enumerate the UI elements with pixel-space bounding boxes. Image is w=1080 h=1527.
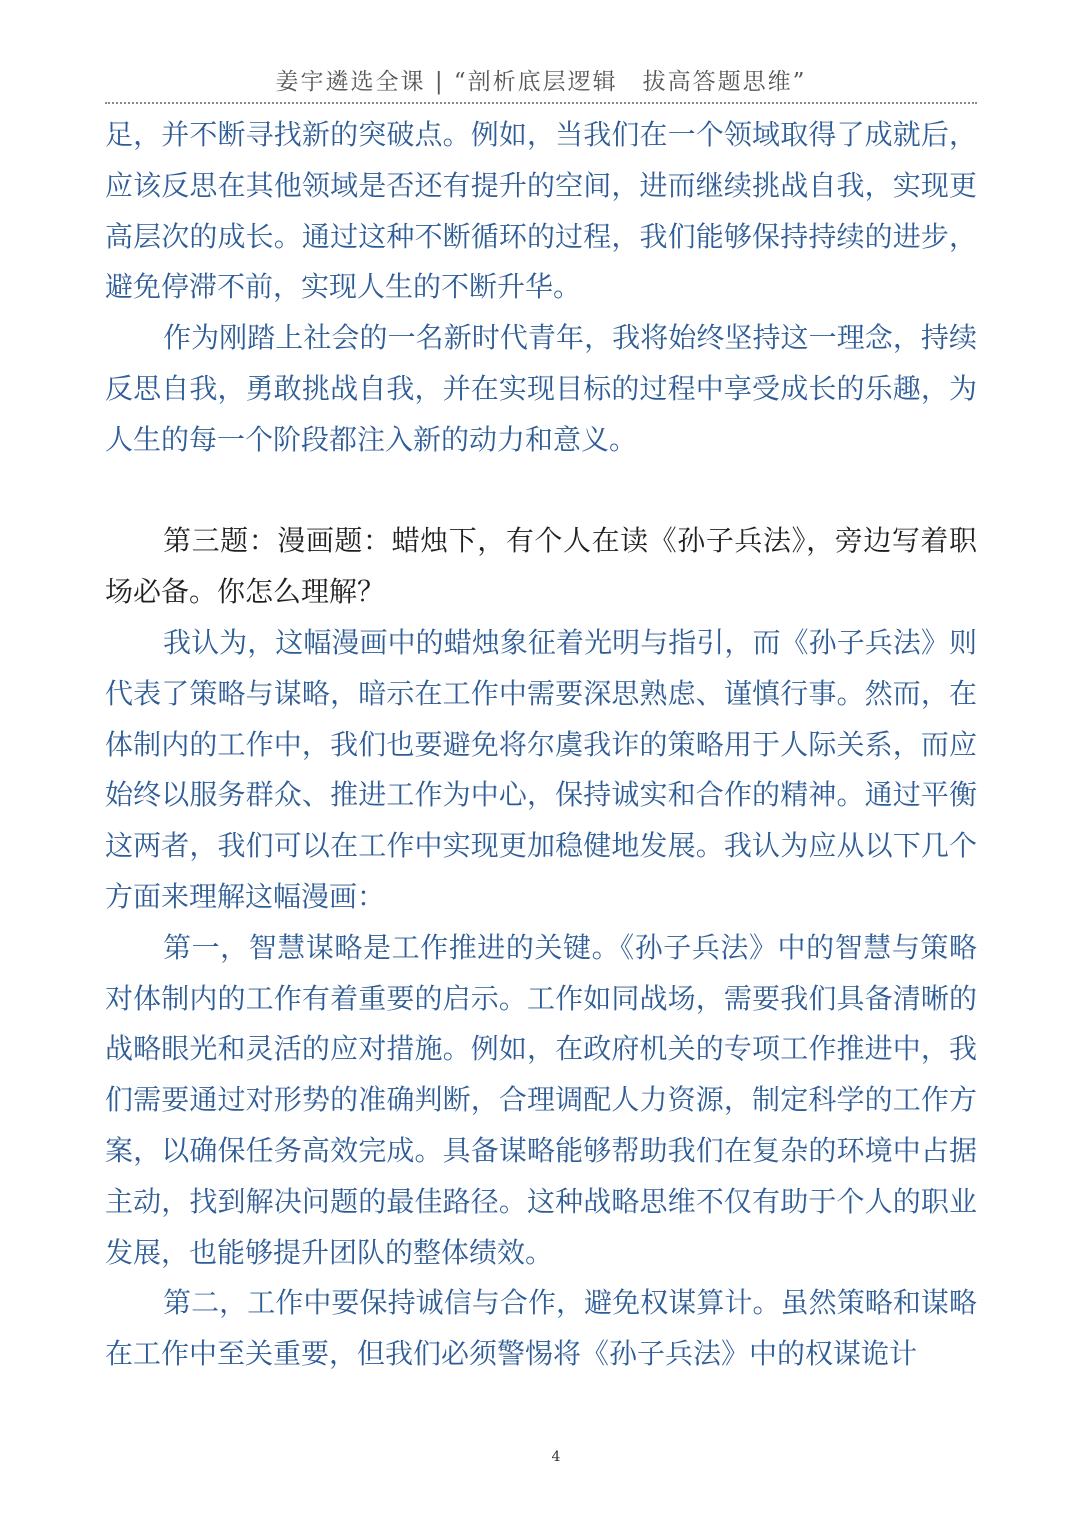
paragraph-conclusion: 作为刚踏上社会的一名新时代青年，我将始终坚持这一理念，持续反思自我，勇敢挑战自我，并在实现目标的过程中享受成长的乐趣，为人生的每一个阶段都注入新的动力和意义。 [105,321,977,456]
answer-point-two: 第二，工作中要保持诚信与合作，避免权谋算计。虽然策略和谋略在工作中至关重要，但我们必须警惕将《孙子兵法》中的权谋诡计 [105,1286,977,1371]
document-body [105,110,977,1380]
question-three: 第三题：漫画题：蜡烛下，有个人在读《孙子兵法》，旁边写着职场必备。你怎么理解？ [105,524,977,609]
paragraph-gap [105,466,977,517]
answer-intro: 我认为，这幅漫画中的蜡烛象征着光明与指引，而《孙子兵法》则代表了策略与谋略，暗示在工作中需要深思熟虑、谨慎行事。然而，在体制内的工作中，我们也要避免将尔虞我诈的策略用于人际关系，而应始终以服务群众、推进工作为中心，保持诚实和合作的精神。通过平衡这两者，我们可以在工作中实现更加稳健地发展。我认为应从以下几个方面来理解这幅漫画： [105,625,977,913]
paragraph-continuation: 足，并不断寻找新的突破点。例如，当我们在一个领域取得了成就后，应该反思在其他领域是否还有提升的空间，进而继续挑战自我，实现更高层次的成长。通过这种不断循环的过程，我们能够保持持续的进步，避免停滞不前，实现人生的不断升华。 [105,118,977,304]
header-divider [105,102,977,104]
answer-point-one: 第一，智慧谋略是工作推进的关键。《孙子兵法》中的智慧与策略对体制内的工作有着重要的启示。工作如同战场，需要我们具备清晰的战略眼光和灵活的应对措施。例如，在政府机关的专项工作推进中，我们需要通过对形势的准确判断，合理调配人力资源，制定科学的工作方案，以确保任务高效完成。具备谋略能够帮助我们在复杂的环境中占据主动，找到解决问题的最佳路径。这种战略思维不仅有助于个人的职业发展，也能够提升团队的整体绩效。 [105,930,977,1269]
page-number: 4 [551,1449,561,1465]
page-header-title: 姜宇遴选全课 | “剖析底层逻辑 拔高答题思维” [275,69,807,95]
